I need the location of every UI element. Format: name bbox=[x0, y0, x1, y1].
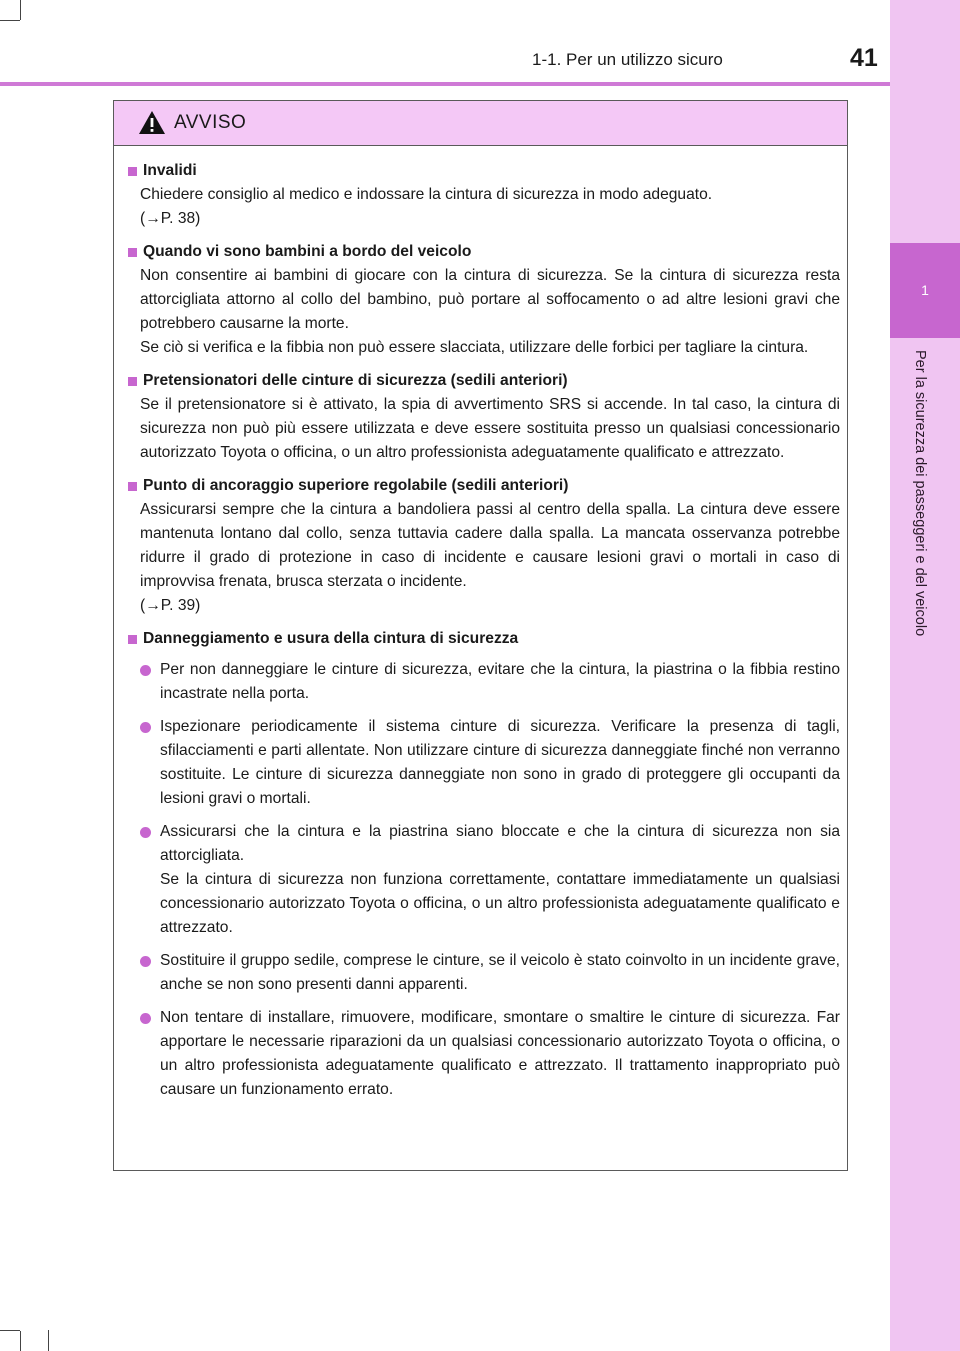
list-item: Per non danneggiare le cinture di sicurezza, evitare che la cintura, la piastrina o la fibbia restino incastrate nella porta. bbox=[128, 658, 840, 706]
list-item: Assicurarsi che la cintura e la piastrina siano bloccate e che la cintura di sicurezza non sia attorcigliata. Se la cintura di sicurezza non funziona correttamente, contattare immediatamente un qualsiasi concessionario autorizzato Toyota o officina, o un altro professionista adeguatamente qualificato e attrezzato. bbox=[128, 820, 840, 940]
section-heading: Punto di ancoraggio superiore regolabile (sedili anteriori) bbox=[128, 474, 840, 498]
square-bullet-icon bbox=[128, 377, 137, 386]
square-bullet-icon bbox=[128, 635, 137, 644]
section-heading: Danneggiamento e usura della cintura di sicurezza bbox=[128, 627, 840, 651]
section-title: 1-1. Per un utilizzo sicuro bbox=[532, 50, 723, 69]
round-bullet-icon bbox=[140, 665, 151, 676]
page-number: 41 bbox=[850, 44, 878, 72]
warning-box bbox=[113, 100, 848, 1171]
warning-label: AVVISO bbox=[174, 112, 247, 133]
warning-header bbox=[114, 101, 847, 146]
crop-mark bbox=[48, 1330, 49, 1351]
section-ancoraggio bbox=[128, 474, 840, 618]
round-bullet-icon bbox=[140, 722, 151, 733]
chapter-number: 1 bbox=[921, 282, 929, 298]
section-bambini bbox=[128, 240, 840, 360]
list-item: Ispezionare periodicamente il sistema cinture di sicurezza. Verificare la presenza di tagli, sfilacciamenti e parti allentate. Non utilizzare cinture di sicurezza danneggiate finché non verranno sostituite. Le cinture di sicurezza danneggiate non sono in grado di proteggere gli occupanti da lesioni gravi o mortali. bbox=[128, 715, 840, 811]
page-reference: (→P. 38) bbox=[140, 210, 201, 227]
list-item: Sostituire il gruppo sedile, comprese le cinture, se il veicolo è stato coinvolto in un incidente grave, anche se non sono presenti danni apparenti. bbox=[128, 949, 840, 997]
crop-mark bbox=[0, 1330, 20, 1331]
section-pretensionatori bbox=[128, 369, 840, 465]
section-heading: Quando vi sono bambini a bordo del veicolo bbox=[128, 240, 840, 264]
paragraph: Se il pretensionatore si è attivato, la spia di avvertimento SRS si accende. In tal caso, la cintura di sicurezza non può più essere utilizzata e deve essere sostituita presso un qualsiasi concessionario autorizzato Toyota o officina, o un altro professionista adeguatamente qualificato e attrezzato. bbox=[140, 396, 840, 461]
page-reference: (→P. 39) bbox=[140, 597, 201, 614]
round-bullet-icon bbox=[140, 956, 151, 967]
paragraph: Chiedere consiglio al medico e indossare la cintura di sicurezza in modo adeguato. bbox=[140, 186, 713, 203]
paragraph: Se ciò si verifica e la fibbia non può essere slacciata, utilizzare delle forbici per tagliare la cintura. bbox=[140, 339, 809, 356]
section-invalidi bbox=[128, 159, 840, 231]
square-bullet-icon bbox=[128, 248, 137, 257]
section-heading: Invalidi bbox=[128, 159, 840, 183]
list-item: Non tentare di installare, rimuovere, modificare, smontare o smaltire le cinture di sicurezza. Far apportare le necessarie riparazioni da un qualsiasi concessionario autorizzato Toyota o officina, o un altro professionista adeguatamente qualificato e attrezzato. Il trattamento inappropriato può causare un funzionamento errato. bbox=[128, 1006, 840, 1102]
crop-mark bbox=[0, 20, 20, 21]
section-heading: Pretensionatori delle cinture di sicurezza (sedili anteriori) bbox=[128, 369, 840, 393]
warning-content bbox=[128, 159, 840, 1111]
section-danneggiamento bbox=[128, 627, 840, 1102]
round-bullet-icon bbox=[140, 827, 151, 838]
paragraph: Assicurarsi sempre che la cintura a bandoliera passi al centro della spalla. La cintura deve essere mantenuta lontano dal collo, senza tuttavia cadere dalla spalla. La mancata osservanza potrebbe ridurre il grado di protezione in caso di incidente e causare lesioni gravi o mortali in caso di improvvisa frenata, brusca sterzata o incidente. bbox=[140, 501, 840, 590]
warning-triangle-icon bbox=[138, 110, 166, 140]
crop-mark bbox=[20, 1331, 21, 1351]
square-bullet-icon bbox=[128, 482, 137, 491]
header-rule bbox=[0, 82, 890, 86]
paragraph: Non consentire ai bambini di giocare con la cintura di sicurezza. Se la cintura di sicurezza resta attorcigliata attorno al collo del bambino, può portare al soffocamento o ad altre lesioni gravi che potrebbero causarne la morte. bbox=[140, 267, 840, 332]
crop-mark bbox=[20, 0, 21, 20]
square-bullet-icon bbox=[128, 167, 137, 176]
round-bullet-icon bbox=[140, 1013, 151, 1024]
chapter-title: Per la sicurezza dei passeggeri e del veicolo bbox=[912, 350, 928, 637]
